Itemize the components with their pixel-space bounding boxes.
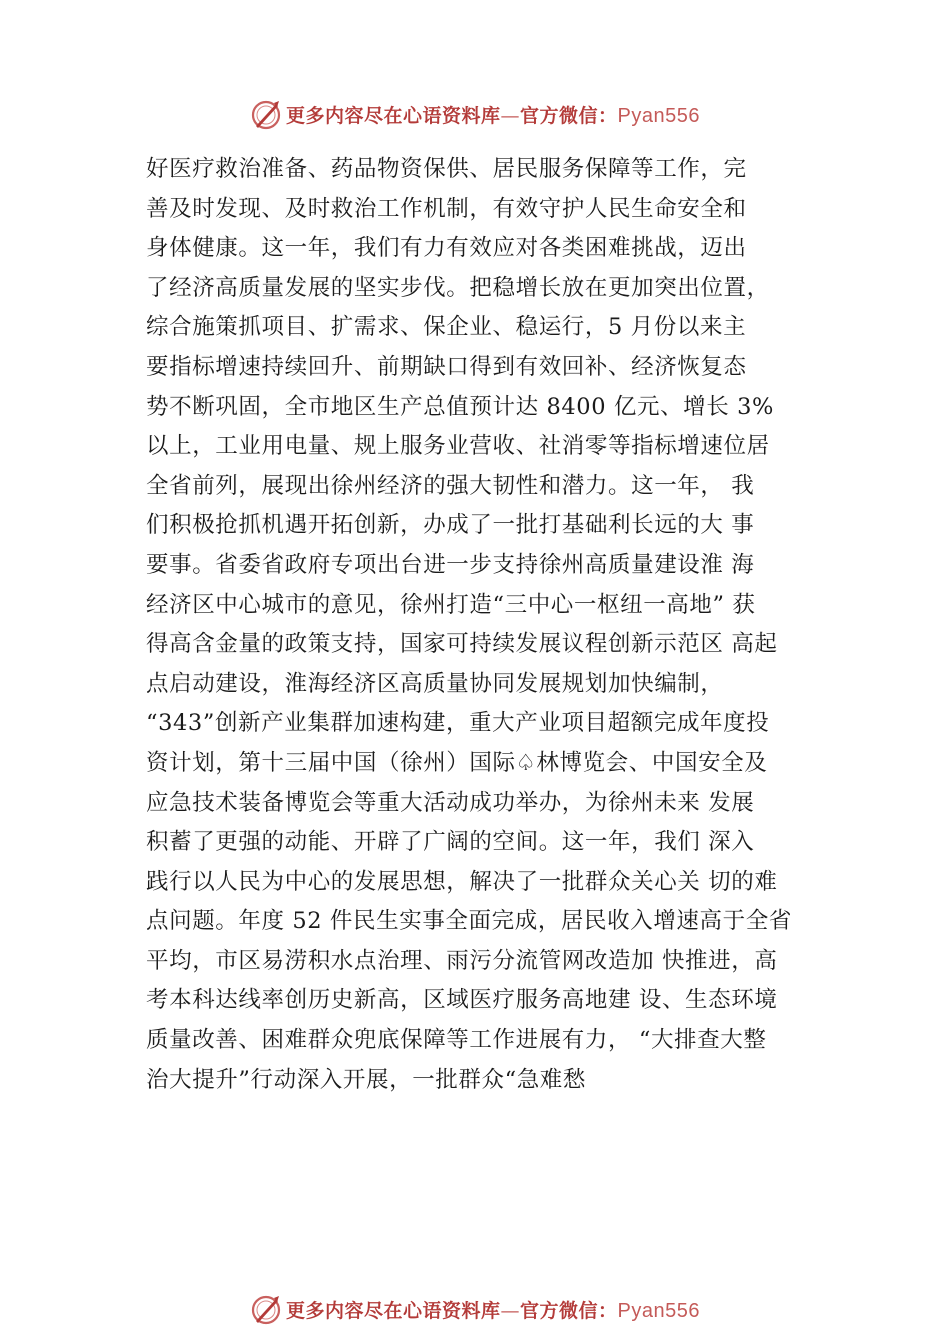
body-line: 善及时发现、及时救治工作机制，有效守护人民生命安全和	[146, 195, 747, 222]
header-banner-text	[286, 101, 700, 128]
header-banner-separator: —	[500, 104, 521, 127]
footer-banner-title: 更多内容尽在心语资料库	[286, 1299, 501, 1322]
body-line: 积蓄了更强的动能、开辟了广阔的空间。这一年，我们 深入	[146, 829, 755, 856]
body-line: 全省前列，展现出徐州经济的强大韧性和潜力。这一年， 我	[146, 472, 755, 499]
footer-banner-separator: —	[500, 1299, 521, 1322]
body-line: 经济区中心城市的意见，徐州打造“三中心一枢纽一高地” 获	[146, 591, 756, 618]
header-banner-wechat-id: Pyan556	[617, 104, 700, 127]
footer-banner	[0, 1289, 950, 1329]
footer-banner-wechat-id: Pyan556	[617, 1299, 700, 1322]
body-line: 以上，工业用电量、规上服务业营收、社消零等指标增速位居	[146, 433, 770, 460]
body-line: 资计划，第十三届中国（徐州）国际♤林博览会、中国安全及	[146, 749, 768, 776]
body-line: “343”创新产业集群加速构建，重大产业项目超额完成年度投	[146, 710, 770, 737]
body-line: 要指标增速持续回升、前期缺口得到有效回补、经济恢复态	[146, 353, 747, 380]
header-banner-wechat-label: 官方微信：	[520, 104, 618, 127]
body-line: 质量改善、困难群众兜底保障等工作进展有力， “大排查大整	[146, 1027, 767, 1054]
body-line: 好医疗救治准备、药品物资保供、居民服务保障等工作，完	[146, 156, 747, 182]
document-body	[146, 150, 846, 1100]
body-line: 点启动建设，淮海经济区高质量协同发展规划加快编制，	[146, 670, 724, 697]
body-line: 应急技术装备博览会等重大活动成功举办，为徐州未来 发展	[146, 789, 755, 816]
body-line: 得高含金量的政策支持，国家可持续发展议程创新示范区 高起	[146, 631, 778, 658]
body-line: 点问题。年度 52 件民生实事全面完成，居民收入增速高于全省	[146, 908, 792, 935]
body-line: 考本科达线率创历史新高，区域医疗服务高地建 设、生态环境	[146, 987, 778, 1014]
body-line: 平均，市区易涝积水点治理、雨污分流管网改造加 快推进，高	[146, 947, 778, 974]
footer-banner-wechat-label: 官方微信：	[520, 1299, 618, 1322]
footer-banner-text	[286, 1296, 700, 1323]
body-line: 了经济高质量发展的坚实步伐。把稳增长放在更加突出位置，	[146, 274, 770, 301]
pen-circle-logo-icon	[250, 1293, 282, 1325]
body-line: 势不断巩固，全市地区生产总值预计达 8400 亿元、增长 3%	[146, 393, 775, 420]
header-banner-title: 更多内容尽在心语资料库	[286, 104, 501, 127]
body-line: 要事。省委省政府专项出台进一步支持徐州高质量建设淮 海	[146, 551, 755, 578]
body-line: 们积极抢抓机遇开拓创新，办成了一批打基础利长远的大 事	[146, 512, 755, 539]
body-line: 治大提升”行动深入开展，一批群众“急难愁	[146, 1066, 587, 1093]
body-line: 身体健康。这一年，我们有力有效应对各类困难挑战，迈出	[146, 235, 747, 262]
body-line: 综合施策抓项目、扩需求、保企业、稳运行，5 月份以来主	[146, 314, 747, 341]
body-line: 践行以人民为中心的发展思想，解决了一批群众关心关 切的难	[146, 868, 778, 895]
header-banner	[0, 94, 950, 134]
pen-circle-logo-icon	[250, 98, 282, 130]
